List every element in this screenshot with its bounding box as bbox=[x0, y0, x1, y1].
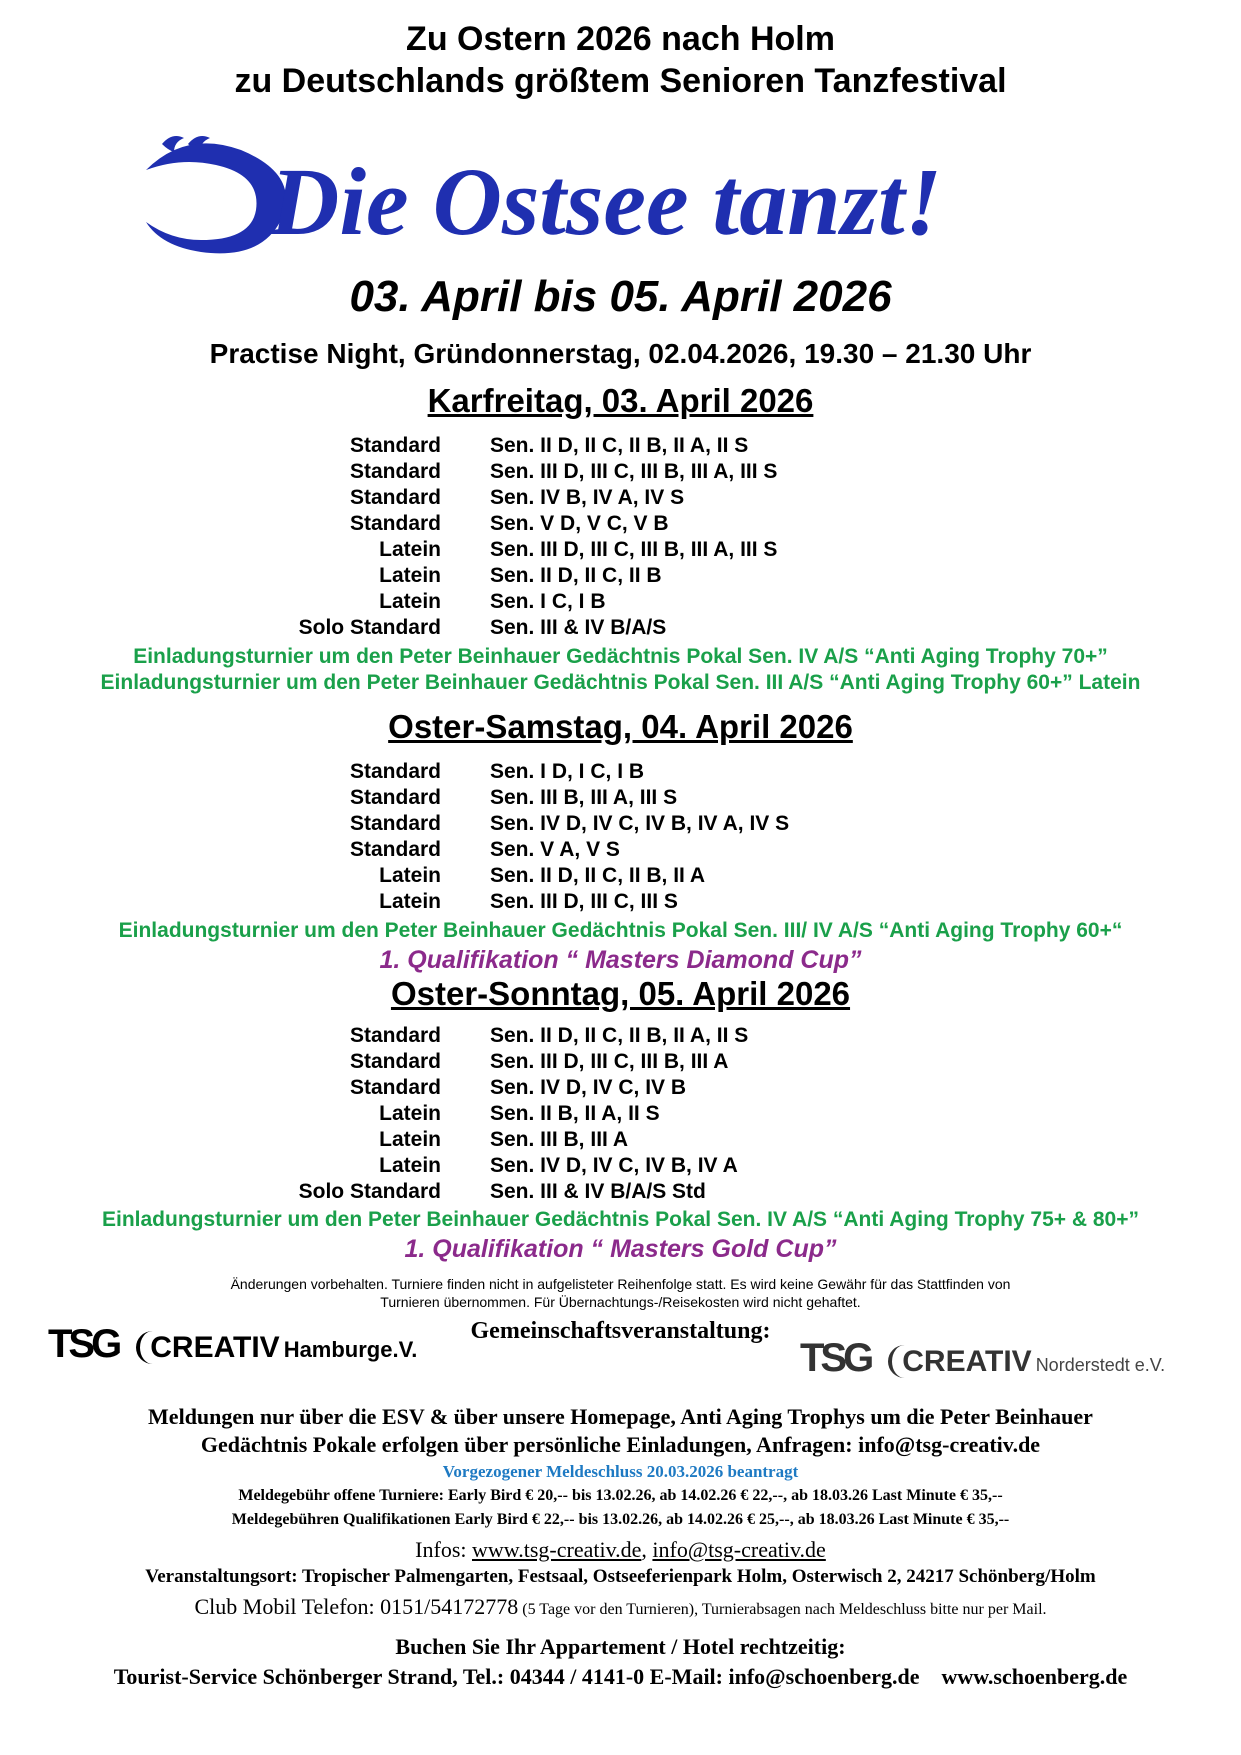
invitation-line: Einladungsturnier um den Peter Beinhauer Gedächtnis Pokal Sen. IV A/S “Anti Aging Trophy 75+ & 80+” bbox=[102, 1208, 1139, 1231]
schedule-row bbox=[0, 590, 1241, 616]
schedule-row bbox=[0, 434, 1241, 460]
fees-open-line bbox=[0, 1487, 1241, 1505]
discipline: Solo Standard bbox=[298, 1180, 441, 1203]
fees-open-label: Meldegebühr offene Turniere: bbox=[238, 1487, 444, 1504]
schedule-row bbox=[0, 564, 1241, 590]
discipline: Latein bbox=[379, 1154, 441, 1177]
schedule-row bbox=[0, 1154, 1241, 1180]
classes: Sen. IV B, IV A, IV S bbox=[490, 486, 685, 509]
fees-qual-text: Early Bird € 22,-- bis 13.02.26, ab 14.02.26 € 25,--, ab 18.03.26 Last Minute € 35,-- bbox=[454, 1511, 1010, 1528]
registration-line-1: Meldungen nur über die ESV & über unsere Homepage, Anti Aging Trophys um die Peter Beinhauer bbox=[148, 1404, 1093, 1429]
schedule-row bbox=[0, 1076, 1241, 1102]
classes: Sen. III B, III A, III S bbox=[490, 786, 678, 809]
invitation-line: Einladungsturnier um den Peter Beinhauer Gedächtnis Pokal Sen. IV A/S “Anti Aging Trophy 70+” bbox=[133, 645, 1108, 668]
discipline: Standard bbox=[349, 460, 441, 483]
infos-label: Infos: bbox=[415, 1537, 467, 1562]
disclaimer bbox=[0, 1275, 1241, 1311]
festival-banner bbox=[140, 110, 1120, 260]
disclaimer-line-2: Turnieren übernommen. Für Übernachtungs-/Reisekosten wird nicht gehaftet. bbox=[380, 1294, 861, 1310]
classes: Sen. III D, III C, III B, III A, III S bbox=[490, 460, 778, 483]
registration-line-2: Gedächtnis Pokale erfolgen über persönliche Einladungen, Anfragen: info@tsg-creativ.de bbox=[200, 1432, 1041, 1457]
schedule-row bbox=[0, 786, 1241, 812]
classes: Sen. IV D, IV C, IV B, IV A bbox=[490, 1154, 738, 1177]
day-title-oster-sonntag: Oster-Sonntag, 05. April 2026 bbox=[390, 975, 851, 1012]
day-title-karfreitag: Karfreitag, 03. April 2026 bbox=[427, 382, 814, 419]
discipline: Standard bbox=[349, 1076, 441, 1099]
classes: Sen. III & IV B/A/S Std bbox=[490, 1180, 706, 1203]
classes: Sen. IV D, IV C, IV B bbox=[490, 1076, 687, 1099]
fees-qual-label: Meldegebühren Qualifikationen bbox=[231, 1511, 451, 1528]
discipline: Latein bbox=[379, 1102, 441, 1125]
infos-website-link[interactable]: www.tsg-creativ.de bbox=[472, 1537, 642, 1562]
phone-note: (5 Tage vor den Turnieren), Turnierabsagen nach Meldeschluss bitte nur per Mail. bbox=[522, 1601, 1047, 1618]
schedule-row bbox=[0, 1180, 1241, 1206]
infos-email-link[interactable]: info@tsg-creativ.de bbox=[652, 1537, 826, 1562]
schedule-row bbox=[0, 1050, 1241, 1076]
discipline: Standard bbox=[349, 1050, 441, 1073]
discipline: Standard bbox=[349, 812, 441, 835]
schedule-row bbox=[0, 538, 1241, 564]
logo-mark: TSG bbox=[48, 1322, 119, 1366]
invitation-line: Einladungsturnier um den Peter Beinhauer Gedächtnis Pokal Sen. III A/S “Anti Aging Trophy 60+” Latein bbox=[100, 671, 1141, 694]
discipline: Latein bbox=[379, 538, 441, 561]
discipline: Standard bbox=[349, 434, 441, 457]
schedule-row bbox=[0, 512, 1241, 538]
discipline: Standard bbox=[349, 838, 441, 861]
classes: Sen. II D, II C, II B, II A, II S bbox=[490, 434, 749, 457]
classes: Sen. III & IV B/A/S bbox=[490, 616, 667, 639]
logo-tsg-creativ-norderstedt bbox=[800, 1336, 1165, 1396]
joint-event-label: Gemeinschaftsveranstaltung: bbox=[470, 1318, 771, 1344]
discipline: Latein bbox=[379, 1128, 441, 1151]
invitation-line: Einladungsturnier um den Peter Beinhauer Gedächtnis Pokal Sen. III/ IV A/S “Anti Aging Trophy 60+“ bbox=[118, 919, 1123, 942]
qualification-line: 1. Qualifikation “ Masters Diamond Cup” bbox=[379, 946, 862, 974]
classes: Sen. V A, V S bbox=[490, 838, 620, 861]
logo-name: CREATIV bbox=[136, 1331, 279, 1364]
day-title-oster-samstag: Oster-Samstag, 04. April 2026 bbox=[388, 708, 853, 745]
practise-night: Practise Night, Gründonnerstag, 02.04.2026, 19.30 – 21.30 Uhr bbox=[209, 338, 1032, 369]
classes: Sen. III B, III A bbox=[490, 1128, 629, 1151]
logo-city: Norderstedt e.V. bbox=[1035, 1355, 1166, 1375]
classes: Sen. II D, II C, II B bbox=[490, 564, 662, 587]
schedule-row bbox=[0, 812, 1241, 838]
discipline: Latein bbox=[379, 864, 441, 887]
schedule-row bbox=[0, 760, 1241, 786]
classes: Sen. IV D, IV C, IV B, IV A, IV S bbox=[490, 812, 790, 835]
classes: Sen. V D, V C, V B bbox=[490, 512, 669, 535]
logo-tsg-creativ-hamburg bbox=[48, 1322, 417, 1382]
event-date-range: 03. April bis 05. April 2026 bbox=[349, 272, 892, 321]
schedule-row bbox=[0, 864, 1241, 890]
phone-line bbox=[0, 1594, 1241, 1620]
logo-mark: TSG bbox=[800, 1336, 871, 1380]
discipline: Standard bbox=[349, 512, 441, 535]
classes: Sen. I D, I C, I B bbox=[490, 760, 645, 783]
discipline: Latein bbox=[379, 564, 441, 587]
schedule-row bbox=[0, 838, 1241, 864]
phone-main: Club Mobil Telefon: 0151/54172778 bbox=[194, 1594, 519, 1619]
discipline: Latein bbox=[379, 590, 441, 613]
infos-line bbox=[0, 1537, 1241, 1563]
qualification-line: 1. Qualifikation “ Masters Gold Cup” bbox=[404, 1235, 837, 1263]
classes: Sen. III D, III C, III S bbox=[490, 890, 678, 913]
schedule-row bbox=[0, 1128, 1241, 1154]
fees-qual-line bbox=[0, 1511, 1241, 1529]
disclaimer-line-1: Änderungen vorbehalten. Turniere finden nicht in aufgelisteter Reihenfolge statt. Es wird keine Gewähr für das Stattfinden von bbox=[230, 1276, 1011, 1292]
classes: Sen. II B, II A, II S bbox=[490, 1102, 660, 1125]
infos-separator: , bbox=[641, 1537, 647, 1562]
logo-name: CREATIV bbox=[888, 1345, 1031, 1378]
logo-city: Hamburge.V. bbox=[283, 1337, 418, 1362]
classes: Sen. III D, III C, III B, III A bbox=[490, 1050, 729, 1073]
tourist-service-line: Tourist-Service Schönberger Strand, Tel.: 04344 / 4141-0 E-Mail: info@schoenberg.de www.schoenberg.de bbox=[113, 1664, 1128, 1689]
schedule-row bbox=[0, 460, 1241, 486]
schedule-row bbox=[0, 486, 1241, 512]
classes: Sen. II D, II C, II B, II A bbox=[490, 864, 706, 887]
banner-text: Die Ostsee tanzt! bbox=[270, 148, 942, 255]
festival-banner-graphic bbox=[140, 110, 1120, 260]
classes: Sen. II D, II C, II B, II A, II S bbox=[490, 1024, 749, 1047]
discipline: Solo Standard bbox=[298, 616, 441, 639]
headline-line-2: zu Deutschlands größtem Senioren Tanzfestival bbox=[234, 62, 1007, 100]
fees-open-text: Early Bird € 20,-- bis 13.02.26, ab 14.02.26 € 22,--, ab 18.03.26 Last Minute € 35,-- bbox=[447, 1487, 1003, 1504]
schedule-row bbox=[0, 1102, 1241, 1128]
booking-line: Buchen Sie Ihr Appartement / Hotel rechtzeitig: bbox=[395, 1634, 846, 1659]
classes: Sen. III D, III C, III B, III A, III S bbox=[490, 538, 778, 561]
schedule-row bbox=[0, 616, 1241, 642]
discipline: Latein bbox=[379, 890, 441, 913]
discipline: Standard bbox=[349, 786, 441, 809]
discipline: Standard bbox=[349, 760, 441, 783]
headline-line-1: Zu Ostern 2026 nach Holm bbox=[406, 20, 835, 58]
classes: Sen. I C, I B bbox=[490, 590, 606, 613]
schedule-row bbox=[0, 890, 1241, 916]
registration-deadline: Vorgezogener Meldeschluss 20.03.2026 beantragt bbox=[442, 1462, 799, 1481]
discipline: Standard bbox=[349, 486, 441, 509]
venue-line: Veranstaltungsort: Tropischer Palmengarten, Festsaal, Ostseeferienpark Holm, Osterwisch 2, 24217 Schönberg/Holm bbox=[145, 1566, 1096, 1587]
schedule-row bbox=[0, 1024, 1241, 1050]
discipline: Standard bbox=[349, 1024, 441, 1047]
